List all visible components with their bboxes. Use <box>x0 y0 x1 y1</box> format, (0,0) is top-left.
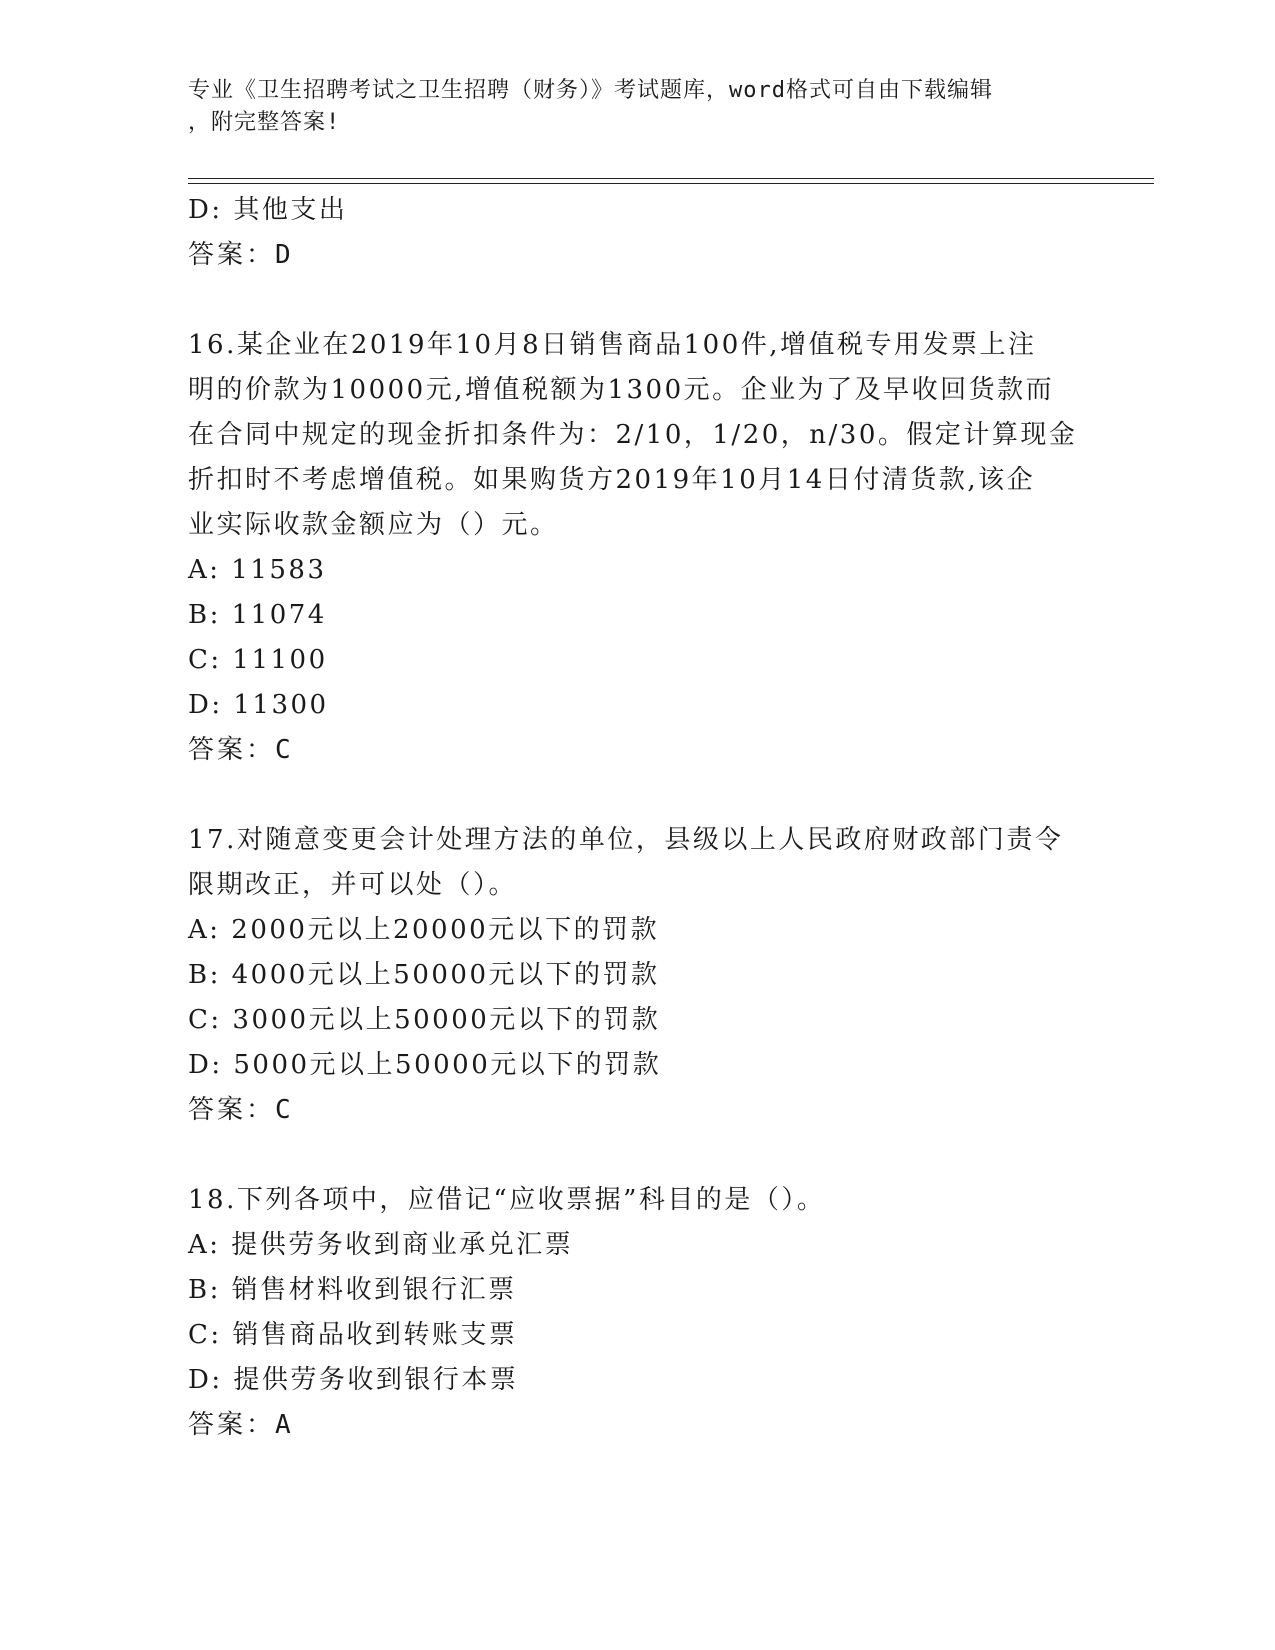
q16-answer <box>188 732 292 768</box>
q16-option-b: B: 11074 <box>188 600 327 630</box>
q17-option-a: A: 2000元以上20000元以下的罚款 <box>188 915 660 945</box>
q17-stem-line-2: 限期改正，并可以处（）。 <box>188 870 518 900</box>
document-header <box>188 75 1088 139</box>
q17-answer-value: C <box>275 1095 292 1125</box>
q15-answer-label: 答案： <box>188 240 276 270</box>
q16-answer-label: 答案： <box>188 735 276 765</box>
q18-answer-label: 答案： <box>188 1410 276 1440</box>
q17-answer-label: 答案： <box>188 1095 276 1125</box>
q16-stem-line-3: 在合同中规定的现金折扣条件为：2/10，1/20，n/30。假定计算现金 <box>188 420 1078 450</box>
q17-option-d: D: 5000元以上50000元以下的罚款 <box>188 1050 662 1080</box>
q16-stem-line-2: 明的价款为10000元,增值税额为1300元。企业为了及早收回货款而 <box>188 375 1055 405</box>
q16-stem-line-4: 折扣时不考虑增值税。如果购货方2019年10月14日付清货款,该企 <box>188 465 1036 495</box>
q15-option-d: D: 其他支出 <box>188 195 348 225</box>
q17-answer <box>188 1092 292 1128</box>
q18-option-a: A: 提供劳务收到商业承兑汇票 <box>188 1230 574 1260</box>
q17-option-b: B: 4000元以上50000元以下的罚款 <box>188 960 660 990</box>
q16-option-a: A: 11583 <box>188 555 327 585</box>
q18-option-c: C: 销售商品收到转账支票 <box>188 1320 518 1350</box>
q18-stem-line-1: 18.下列各项中，应借记“应收票据”科目的是（）。 <box>188 1185 826 1215</box>
q16-stem-line-1: 16.某企业在2019年10月8日销售商品100件,增值税专用发票上注 <box>188 330 1037 360</box>
header-divider-bottom <box>188 183 1154 184</box>
q18-option-d: D: 提供劳务收到银行本票 <box>188 1365 519 1395</box>
q16-answer-value: C <box>275 735 292 765</box>
header-divider-top <box>188 178 1154 179</box>
q16-option-c: C: 11100 <box>188 645 328 675</box>
header-line-1: 专业《卫生招聘考试之卫生招聘（财务）》考试题库，word格式可自由下载编辑 <box>188 78 993 103</box>
q16-stem-line-5: 业实际收款金额应为（）元。 <box>188 510 559 540</box>
header-line-2: ，附完整答案! <box>188 110 341 135</box>
q18-answer-value: A <box>275 1410 292 1440</box>
q18-answer <box>188 1407 292 1443</box>
q17-stem-line-1: 17.对随意变更会计处理方法的单位，县级以上人民政府财政部门责令 <box>188 825 1064 855</box>
q15-answer-value: D <box>275 240 292 270</box>
q18-option-b: B: 销售材料收到银行汇票 <box>188 1275 517 1305</box>
q17-option-c: C: 3000元以上50000元以下的罚款 <box>188 1005 661 1035</box>
q16-option-d: D: 11300 <box>188 690 329 720</box>
q15-answer <box>188 237 292 273</box>
